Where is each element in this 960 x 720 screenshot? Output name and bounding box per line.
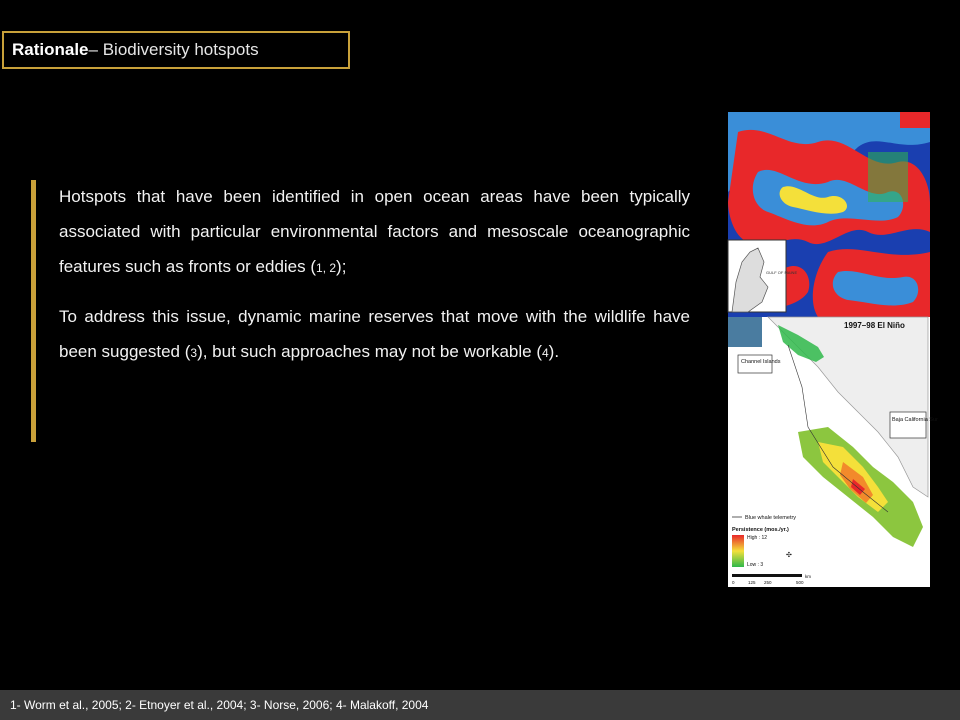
- p2-text: To address this issue, dynamic marine reserves that move with the wildlife have been suggested (: [59, 307, 690, 361]
- paragraph-1: [59, 179, 690, 286]
- p1-end: );: [336, 257, 347, 276]
- whale-persistence-map: [728, 317, 938, 587]
- title-bold: Rationale: [12, 40, 89, 59]
- scale-125: 125: [748, 580, 756, 585]
- slide-title: [2, 31, 350, 69]
- footer-references: 1- Worm et al., 2005; 2- Etnoyer et al., 2004; 3- Norse, 2006; 4- Malakoff, 2004: [0, 690, 960, 720]
- p1-text: Hotspots that have been identified in open ocean areas have been typically associated with particular environmental factors and mesoscale oceanographic features such as fronts or eddies (: [59, 187, 690, 276]
- map-title: 1997–98 El Niño: [844, 321, 905, 330]
- paragraph-2: [59, 299, 690, 371]
- sst-front-map: [728, 112, 930, 317]
- legend-title: Persistence (mos./yr.): [732, 527, 789, 533]
- scale-unit: km: [805, 574, 811, 579]
- legend-gradient: [732, 535, 744, 567]
- legend-telemetry: Blue whale telemetry: [745, 515, 797, 521]
- scale-0: 0: [732, 580, 735, 585]
- north-arrow-icon: ✣: [786, 552, 792, 559]
- p2-end: ).: [548, 342, 560, 361]
- scale-500: 500: [796, 580, 804, 585]
- title-rest: – Biodiversity hotspots: [88, 40, 259, 59]
- legend-high: High : 12: [747, 535, 768, 541]
- p2-mid: ), but such approaches may not be workable (: [197, 342, 542, 361]
- quote-bar: [31, 180, 36, 442]
- label-baja: Baja California Sur: [892, 417, 938, 423]
- inset-label: GULF OF MAINE: [766, 270, 798, 275]
- p2-ref2: 4: [541, 346, 549, 360]
- label-channel: Channel Islands: [741, 359, 781, 365]
- legend-low: Low : 3: [747, 562, 764, 568]
- p2-ref1: 3: [190, 346, 198, 360]
- body-text: [59, 179, 690, 384]
- scale-250: 250: [764, 580, 772, 585]
- p1-refs: 1, 2: [316, 261, 337, 275]
- scale-bar: [732, 574, 802, 577]
- hotspot-figure: [728, 112, 938, 587]
